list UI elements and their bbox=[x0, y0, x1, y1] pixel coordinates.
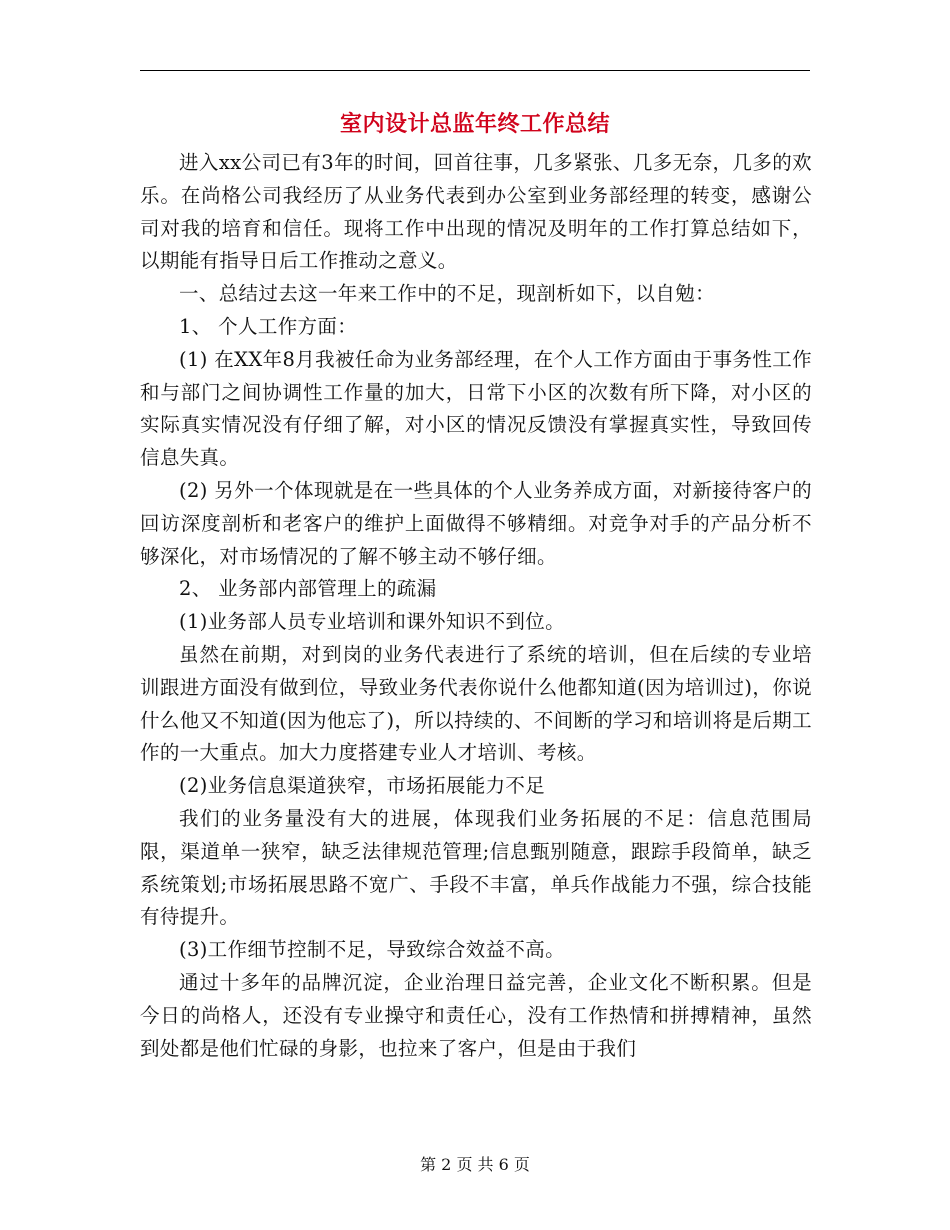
header-rule bbox=[140, 70, 810, 71]
paragraph-subsection-2-heading: 2、 业务部内部管理上的疏漏 bbox=[179, 577, 437, 601]
paragraph-item-2-2-heading: (2)业务信息渠道狭窄，市场拓展能力不足 bbox=[179, 774, 546, 798]
paragraph-item-2-3-heading: (3)工作细节控制不足，导致综合效益不高。 bbox=[179, 938, 565, 962]
document-title: 室内设计总监年终工作总结 bbox=[339, 111, 610, 137]
paragraph-item-1-2: (2) 另外一个体现就是在一些具体的个人业务养成方面，对新接待客户的回访深度剖析和老客户的维护上面做得不够精细。对竞争对手的产品分析不够深化，对市场情况的了解不够主动不够仔细。 bbox=[140, 478, 812, 568]
paragraph-item-2-3-body: 通过十多年的品牌沉淀，企业治理日益完善，企业文化不断积累。但是今日的尚格人，还没有专业操守和责任心，没有工作热情和拼搏精神，虽然到处都是他们忙碌的身影，也拉来了客户，但是由于我们 bbox=[140, 970, 812, 1060]
paragraph-subsection-1-heading: 1、 个人工作方面： bbox=[179, 314, 358, 338]
page-footer: 第 2 页 共 6 页 bbox=[420, 1155, 530, 1174]
paragraph-intro: 进入xx公司已有3年的时间，回首往事，几多紧张、几多无奈，几多的欢乐。在尚格公司我经历了从业务代表到办公室到业务部经理的转变，感谢公司对我的培育和信任。现将工作中出现的情况及明年的工作打算总结如下，以期能有指导日后工作推动之意义。 bbox=[140, 151, 812, 273]
paragraph-item-2-1-heading: (1)业务部人员专业培训和课外知识不到位。 bbox=[179, 610, 565, 634]
paragraph-section-1-heading: 一、总结过去这一年来工作中的不足，现剖析如下，以自勉： bbox=[179, 282, 715, 306]
paragraph-item-1-1: (1) 在XX年8月我被任命为业务部经理，在个人工作方面由于事务性工作和与部门之间协调性工作量的加大，日常下小区的次数有所下降，对小区的实际真实情况没有仔细了解，对小区的情况反馈没有掌握真实性，导致回传信息失真。 bbox=[140, 347, 812, 470]
paragraph-item-2-2-body: 我们的业务量没有大的进展，体现我们业务拓展的不足：信息范围局限，渠道单一狭窄，缺乏法律规范管理;信息甄别随意，跟踪手段简单，缺乏系统策划;市场拓展思路不宽广、手段不丰富，单兵作战能力不强，综合技能有待提升。 bbox=[140, 806, 812, 929]
paragraph-item-2-1-body: 虽然在前期，对到岗的业务代表进行了系统的培训，但在后续的专业培训跟进方面没有做到位，导致业务代表你说什么他都知道(因为培训过)，你说什么他又不知道(因为他忘了)，所以持续的、不间断的学习和培训将是后期工作的一大重点。加大力度搭建专业人才培训、考核。 bbox=[140, 642, 812, 765]
document-body bbox=[140, 147, 812, 1065]
